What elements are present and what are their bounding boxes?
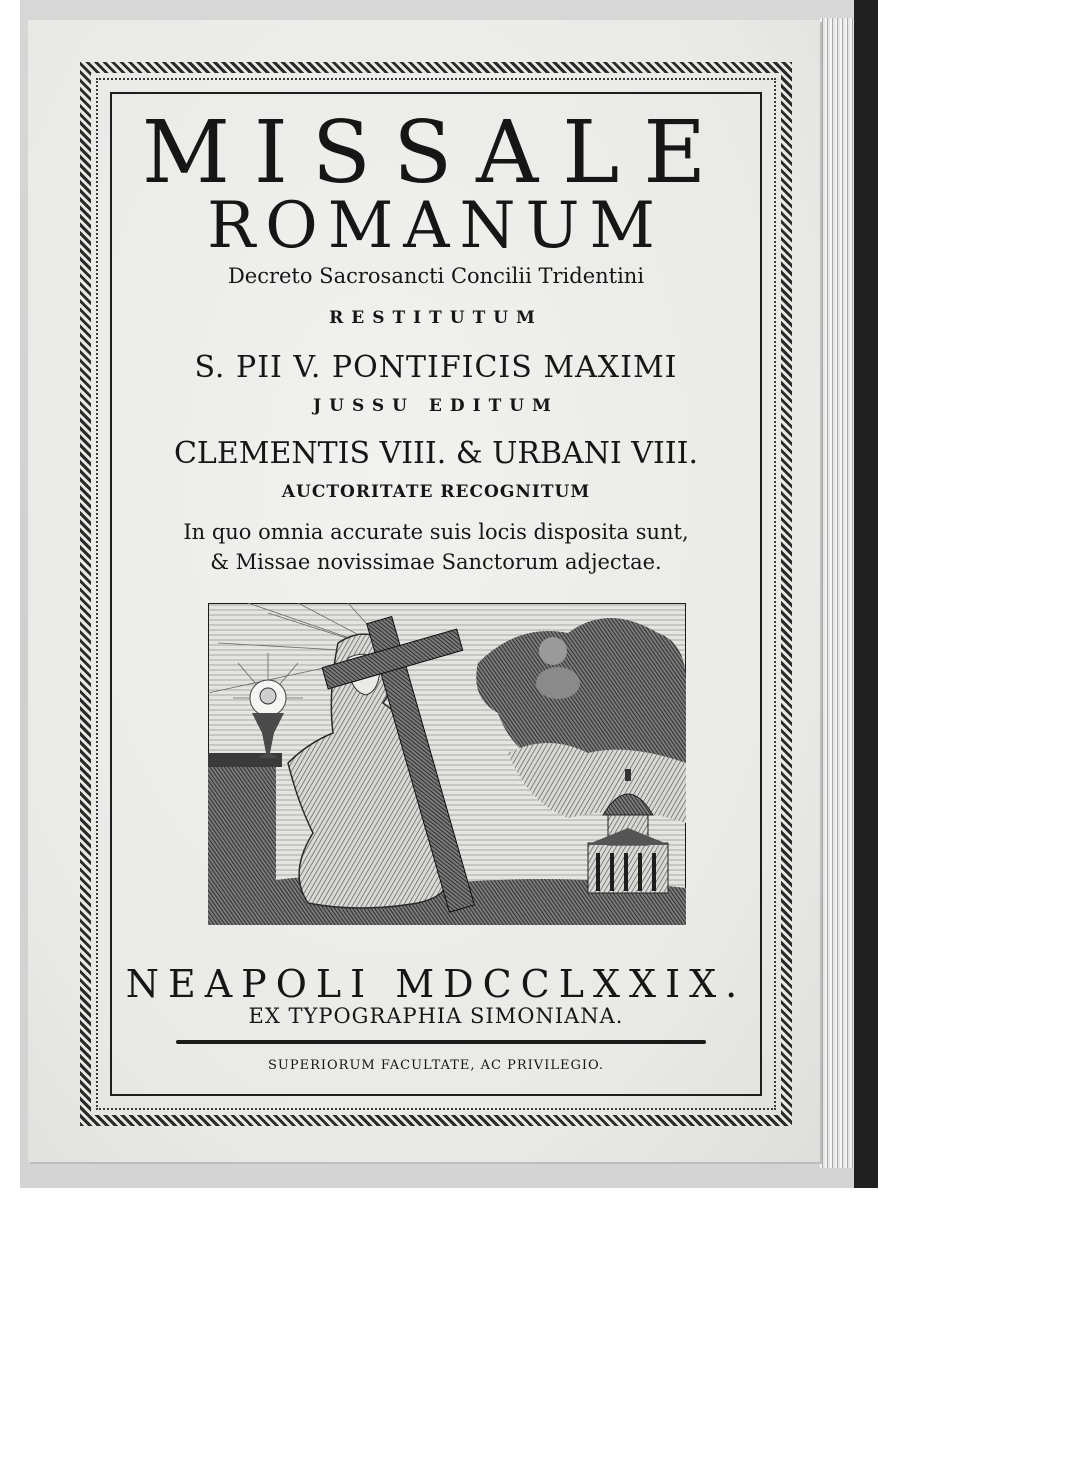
title-romanum: ROMANUM	[207, 189, 665, 263]
subtitle-jussu-editum: JUSSU EDITUM	[313, 396, 559, 416]
margin-area	[878, 0, 1075, 1188]
book-spine-shadow	[854, 0, 878, 1188]
description-line-2: & Missae novissimae Sanctorum adjectae.	[210, 550, 662, 574]
subtitle-pii-v: S. PII V. PONTIFICIS MAXIMI	[194, 350, 678, 385]
description-line-1: In quo omnia accurate suis locis disposita sunt,	[183, 520, 689, 544]
subtitle-decreto: Decreto Sacrosancti Concilii Tridentini	[227, 264, 645, 288]
subtitle-restitutum: RESTITUTUM	[329, 308, 543, 328]
subtitle-auctoritate: AUCTORITATE RECOGNITUM	[281, 482, 591, 502]
engraving-illustration	[208, 603, 686, 925]
imprint-city-year: NEAPOLI MDCCLXXIX.	[125, 962, 747, 1006]
title-missale: MISSALE	[141, 103, 731, 203]
horizontal-rule	[176, 1040, 706, 1044]
book-page-edges	[820, 18, 854, 1168]
imprint-printer: EX TYPOGRAPHIA SIMONIANA.	[248, 1004, 624, 1028]
privilege-statement: SUPERIORUM FACULTATE, AC PRIVILEGIO.	[267, 1058, 604, 1073]
subtitle-clementis-urbani: CLEMENTIS VIII. & URBANI VIII.	[173, 436, 699, 471]
